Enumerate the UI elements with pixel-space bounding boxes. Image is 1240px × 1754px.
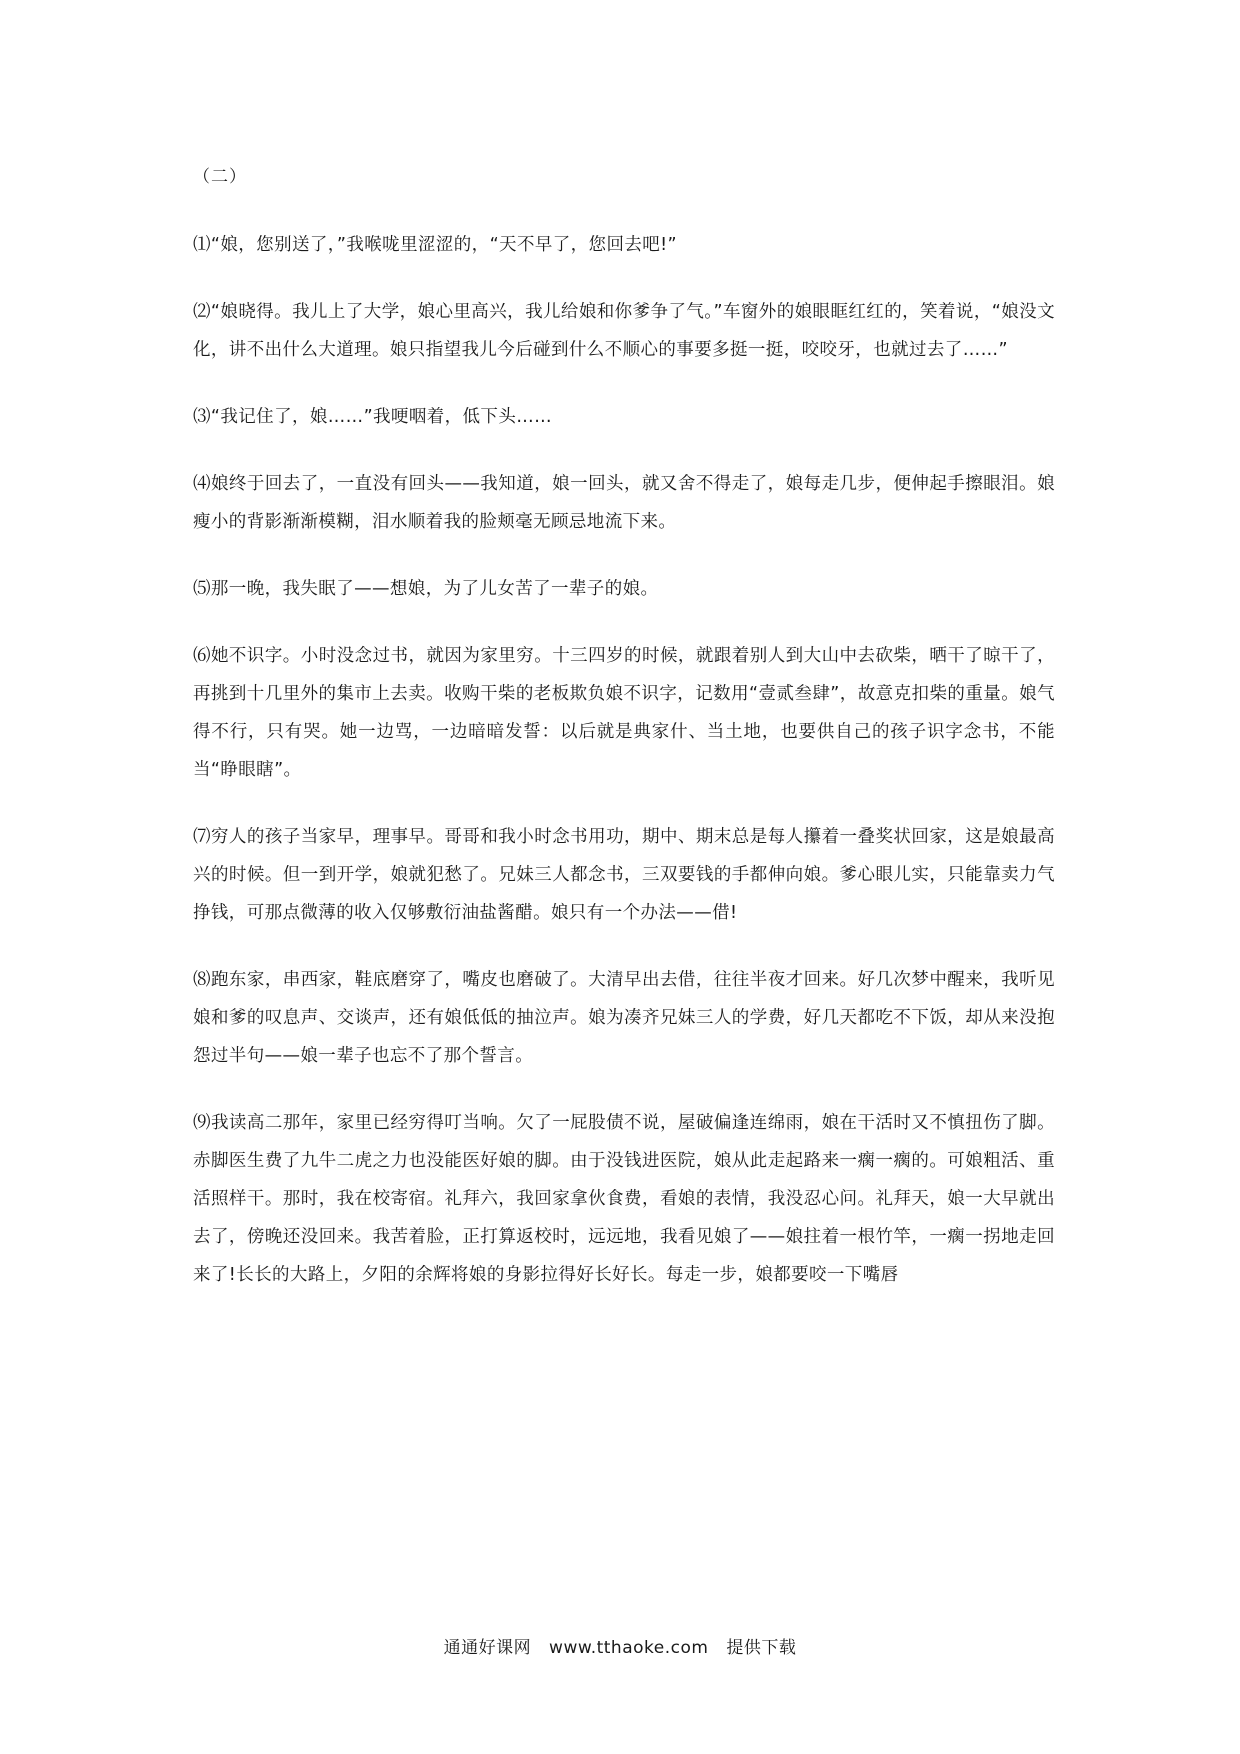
paragraph-9: ⑼我读高二那年，家里已经穷得叮当响。欠了一屁股债不说，屋破偏逢连绵雨，娘在干活时又不慎扭伤了脚。赤脚医生费了九牛二虎之力也没能医好娘的脚。由于没钱进医院，娘从此走起路来一瘸一瘸的。可娘粗活、重活照样干。那时，我在校寄宿。礼拜六，我回家拿伙食费，看娘的表情，我没忍心问。礼拜天，娘一大早就出去了，傍晚还没回来。我苦着脸，正打算返校时，远远地，我看见娘了——娘拄着一根竹竿，一瘸一拐地走回来了!长长的大路上，夕阳的余辉将娘的身影拉得好长好长。每走一步，娘都要咬一下嘴唇 <box>193 1113 1055 1285</box>
paragraph-1: ⑴“娘，您别送了，”我喉咙里涩涩的，“天不早了，您回去吧!” <box>193 235 678 255</box>
section-title: （二） <box>193 167 247 187</box>
paragraph-7: ⑺穷人的孩子当家早，理事早。哥哥和我小时念书用功，期中、期末总是每人攥着一叠奖状回家，这是娘最高兴的时候。但一到开学，娘就犯愁了。兄妹三人都念书，三双要钱的手都伸向娘。爹心眼儿实，只能靠卖力气挣钱，可那点微薄的收入仅够敷衍油盐酱醋。娘只有一个办法——借! <box>193 827 1055 923</box>
footer-url-link[interactable]: www.tthaoke.com <box>549 1638 709 1658</box>
footer-site-name: 通通好课网 <box>443 1638 532 1658</box>
paragraph-4: ⑷娘终于回去了，一直没有回头——我知道，娘一回头，就又舍不得走了，娘每走几步，便伸起手擦眼泪。娘瘦小的背影渐渐模糊，泪水顺着我的脸颊毫无顾忌地流下来。 <box>193 474 1055 532</box>
page-footer <box>0 1635 1240 1661</box>
paragraph-8: ⑻跑东家，串西家，鞋底磨穿了，嘴皮也磨破了。大清早出去借，往往半夜才回来。好几次梦中醒来，我听见娘和爹的叹息声、交谈声，还有娘低低的抽泣声。娘为凑齐兄妹三人的学费，好几天都吃不下饭，却从来没抱怨过半句——娘一辈子也忘不了那个誓言。 <box>193 970 1055 1066</box>
paragraph-5: ⑸那一晚，我失眠了——想娘，为了儿女苦了一辈子的娘。 <box>193 579 659 599</box>
document-body <box>193 162 1055 1323</box>
paragraph-3: ⑶“我记住了，娘……”我哽咽着，低下头…… <box>193 407 553 427</box>
paragraph-6: ⑹她不识字。小时没念过书，就因为家里穷。十三四岁的时候，就跟着别人到大山中去砍柴，晒干了晾干了，再挑到十几里外的集市上去卖。收购干柴的老板欺负娘不识字，记数用“壹贰叁肆”，故意克扣柴的重量。娘气得不行，只有哭。她一边骂，一边暗暗发誓：以后就是典家什、当土地，也要供自己的孩子识字念书，不能当“睁眼瞎”。 <box>193 646 1055 780</box>
paragraph-2: ⑵“娘晓得。我儿上了大学，娘心里高兴，我儿给娘和你爹争了气。”车窗外的娘眼眶红红的，笑着说，“娘没文化，讲不出什么大道理。娘只指望我儿今后碰到什么不顺心的事要多挺一挺，咬咬牙，也就过去了……” <box>193 302 1055 360</box>
footer-suffix: 提供下载 <box>726 1638 797 1658</box>
